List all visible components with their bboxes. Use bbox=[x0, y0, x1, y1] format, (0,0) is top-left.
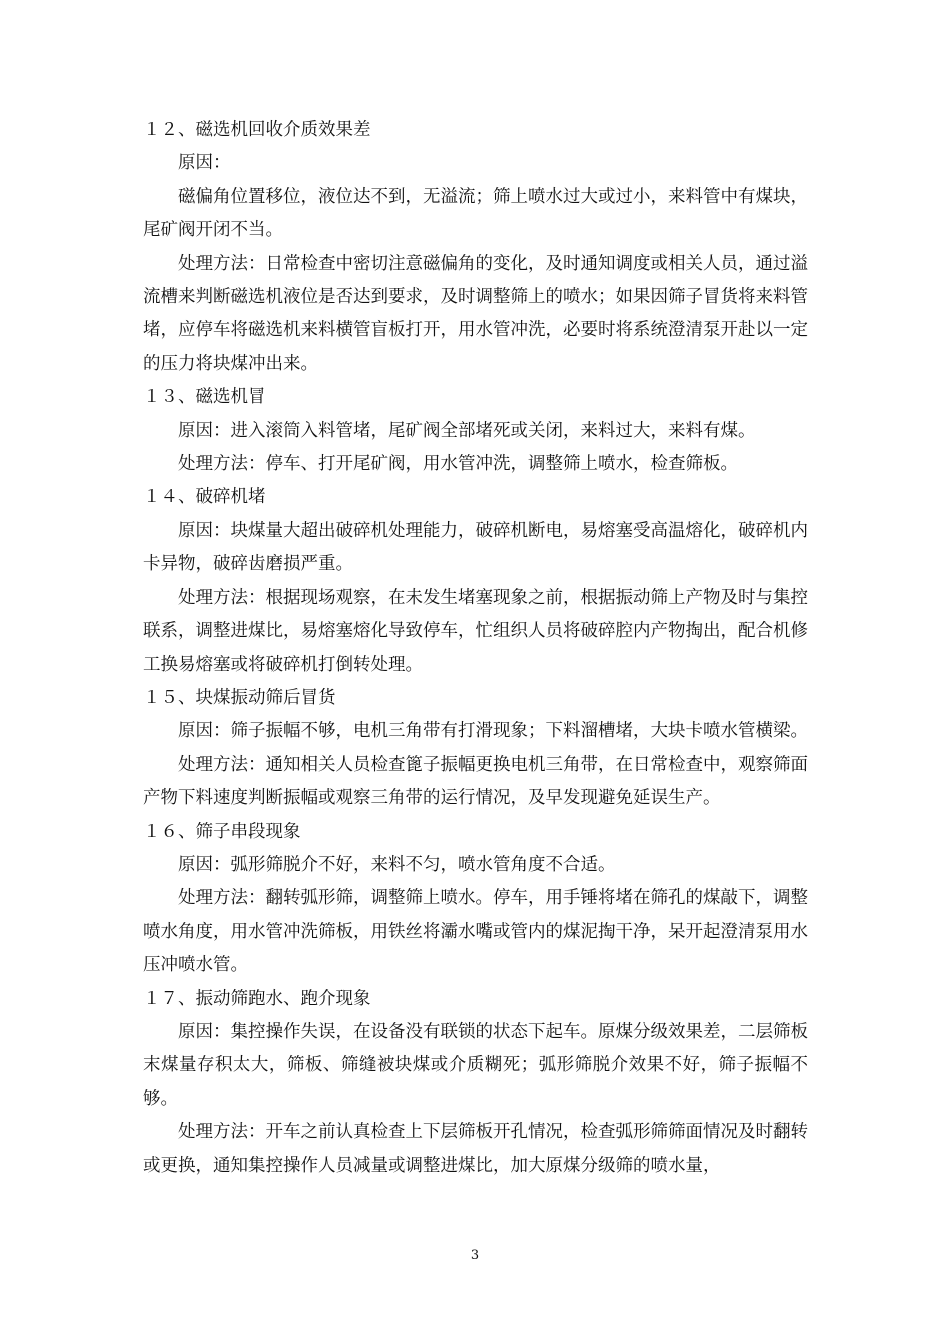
method-text-13: 处理方法：停车、打开尾矿阀，用水管冲洗，调整筛上喷水，检查筛板。 bbox=[178, 454, 738, 475]
section-heading-12: １２、磁选机回收介质效果差 bbox=[143, 120, 371, 140]
section-heading-13: １３、磁选机冒 bbox=[143, 387, 266, 408]
section-heading-17: １７、振动筛跑水、跑介现象 bbox=[143, 988, 371, 1009]
method-text-16: 处理方法：翻转弧形筛，调整筛上喷水。停车，用手锤将堵在筛孔的煤敲下，调整喷水角度，用水管冲洗筛板，用铁丝将灞水嘴或管内的煤泥掏干净，呆开起澄清泵用水压冲喷水管。 bbox=[143, 888, 808, 976]
section-heading-15: １５、块煤振动筛后冒货 bbox=[143, 687, 336, 708]
method-text-14: 处理方法：根据现场观察，在未发生堵塞现象之前，根据振动筛上产物及时与集控联系，调整进煤比，易熔塞熔化导致停车，忙组织人员将破碎腔内产物掏出，配合机修工换易熔塞或将破碎机打倒转处理。 bbox=[143, 587, 808, 675]
reason-text-13: 原因：进入滚筒入料管堵，尾矿阀全部堵死或关闭，来料过大，来料有煤。 bbox=[178, 420, 756, 441]
reason-text-12: 磁偏角位置移位，液位达不到，无溢流；筛上喷水过大或过小，来料管中有煤块，尾矿阀开闭不当。 bbox=[143, 186, 808, 241]
document-body bbox=[143, 114, 808, 1183]
reason-text-15: 原因：筛子振幅不够，电机三角带有打滑现象；下料溜槽堵，大块卡喷水管横梁。 bbox=[178, 721, 808, 742]
method-text-15: 处理方法：通知相关人员检查篦子振幅更换电机三角带，在日常检查中，观察筛面产物下料速度判断振幅或观察三角带的运行情况，及早发现避免延误生产。 bbox=[143, 754, 808, 809]
page-number: 3 bbox=[470, 1248, 480, 1263]
reason-text-16: 原因：弧形筛脱介不好，来料不匀，喷水管角度不合适。 bbox=[178, 854, 616, 875]
reason-text-14: 原因：块煤量大超出破碎机处理能力，破碎机断电，易熔塞受高温熔化，破碎机内卡异物，破碎齿磨损严重。 bbox=[143, 520, 808, 575]
method-text-17: 处理方法：开车之前认真检查上下层筛板开孔情况，检查弧形筛筛面情况及时翻转或更换，通知集控操作人员减量或调整进煤比，加大原煤分级筛的喷水量， bbox=[143, 1122, 808, 1176]
method-text-12: 处理方法：日常检查中密切注意磁偏角的变化，及时通知调度或相关人员，通过溢流槽来判断磁选机液位是否达到要求，及时调整筛上的喷水；如果因筛子冒货将来料管堵，应停车将磁选机来料横管盲板打开，用水管冲洗，必要时将系统澄清泵开赴以一定的压力将块煤冲出来。 bbox=[143, 253, 808, 374]
section-heading-14: １４、破碎机堵 bbox=[143, 487, 266, 508]
reason-text-17: 原因：集控操作失误，在设备没有联锁的状态下起车。原煤分级效果差，二层筛板末煤量存积太大，筛板、筛缝被块煤或介质糊死；弧形筛脱介效果不好，筛子振幅不够。 bbox=[143, 1021, 808, 1109]
section-heading-16: １６、筛子串段现象 bbox=[143, 821, 301, 842]
reason-label-12: 原因： bbox=[178, 153, 231, 174]
